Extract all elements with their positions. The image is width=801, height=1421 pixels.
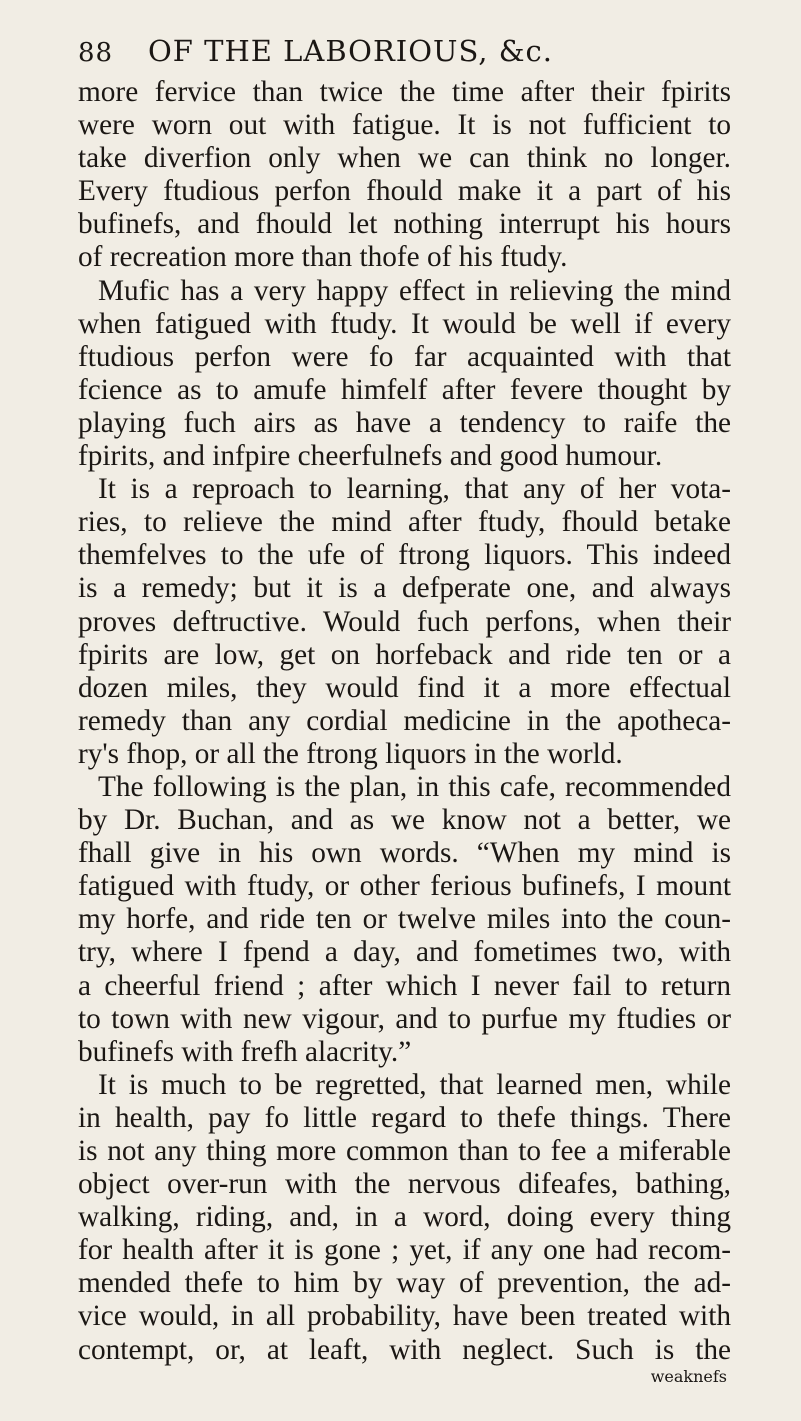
text-line: try, where I fpend a day, and fometimes two, with xyxy=(78,936,731,969)
paragraph xyxy=(78,76,731,275)
text-line: more fervice than twice the time after their fpirits xyxy=(78,76,731,108)
text-line: were worn out with fatigue. It is not fufficient to xyxy=(78,109,731,142)
text-line: themfelves to the ufe of ftrong liquors. This indeed xyxy=(78,539,731,572)
text-line: vice would, in all probability, have been treated with xyxy=(78,1300,731,1333)
text-line: The following is the plan, in this cafe, recommended xyxy=(98,770,731,803)
text-line: ry's fhop, or all the ftrong liquors in the world. xyxy=(78,737,623,770)
body-text xyxy=(78,76,731,1367)
text-line: fhall give in his own words. “When my mind is xyxy=(78,837,731,870)
text-line: fpirits are low, get on horfeback and ride ten or a xyxy=(78,638,731,671)
text-line: It is a reproach to learning, that any of her vota- xyxy=(98,473,731,506)
text-line: fatigued with ftudy, or other ferious bufinefs, I mount xyxy=(78,870,731,903)
text-line: fcience as to amufe himfelf after fevere thought by xyxy=(78,373,731,406)
text-line: fpirits, and infpire cheerfulnefs and good humour. xyxy=(78,440,663,473)
text-line: of recreation more than thofe of his ftudy. xyxy=(78,241,568,274)
text-line: bufinefs, and fhould let nothing interrupt his hours xyxy=(78,208,731,241)
text-line: dozen miles, they would find it a more effectual xyxy=(78,671,731,704)
text-line: when fatigued with ftudy. It would be well if every xyxy=(78,307,731,340)
text-line: for health after it is gone ; yet, if any one had recom- xyxy=(78,1234,731,1267)
text-line: ries, to relieve the mind after ftudy, fhould betake xyxy=(78,506,731,539)
running-head xyxy=(78,34,731,74)
text-line: object over-run with the nervous difeafes, bathing, xyxy=(78,1168,731,1201)
text-line: Every ftudious perfon fhould make it a part of his xyxy=(78,175,731,208)
text-line: remedy than any cordial medicine in the apotheca- xyxy=(78,704,731,737)
text-line: It is much to be regretted, that learned men, while xyxy=(98,1068,731,1101)
page-number: 88 xyxy=(78,38,114,68)
text-line: bufinefs with frefh alacrity.” xyxy=(78,1035,412,1068)
text-line: Mufic has a very happy effect in relieving the mind xyxy=(98,274,731,307)
text-line: playing fuch airs as have a tendency to raife the xyxy=(78,406,731,439)
text-line: my horfe, and ride ten or twelve miles into the coun- xyxy=(78,903,731,936)
text-line: to town with new vigour, and to purfue my ftudies or xyxy=(78,1002,731,1035)
text-line: contempt, or, at leaft, with neglect. Such is the xyxy=(78,1333,731,1366)
text-line: mended thefe to him by way of prevention, the ad- xyxy=(78,1267,731,1300)
paragraph xyxy=(78,275,731,474)
paragraph xyxy=(78,473,731,771)
text-line: ftudious perfon were fo far acquainted with that xyxy=(78,340,731,373)
text-line: is not any thing more common than to fee a miferable xyxy=(78,1135,731,1167)
text-line: in health, pay fo little regard to thefe things. There xyxy=(78,1101,731,1134)
text-line: proves deftructive. Would fuch perfons, when their xyxy=(78,605,731,638)
text-line: a cheerful friend ; after which I never fail to return xyxy=(78,969,731,1002)
text-line: by Dr. Buchan, and as we know not a better, we xyxy=(78,804,731,837)
running-title: OF THE LABORIOUS, &c. xyxy=(148,34,554,68)
paragraph xyxy=(78,1069,731,1367)
text-line: is a remedy; but it is a defperate one, and always xyxy=(78,572,731,605)
text-line: walking, riding, and, in a word, doing every thing xyxy=(78,1201,731,1234)
text-line: take diverfion only when we can think no longer. xyxy=(78,142,731,175)
paragraph xyxy=(78,771,731,1069)
catchword: weaknefs xyxy=(650,1366,727,1386)
